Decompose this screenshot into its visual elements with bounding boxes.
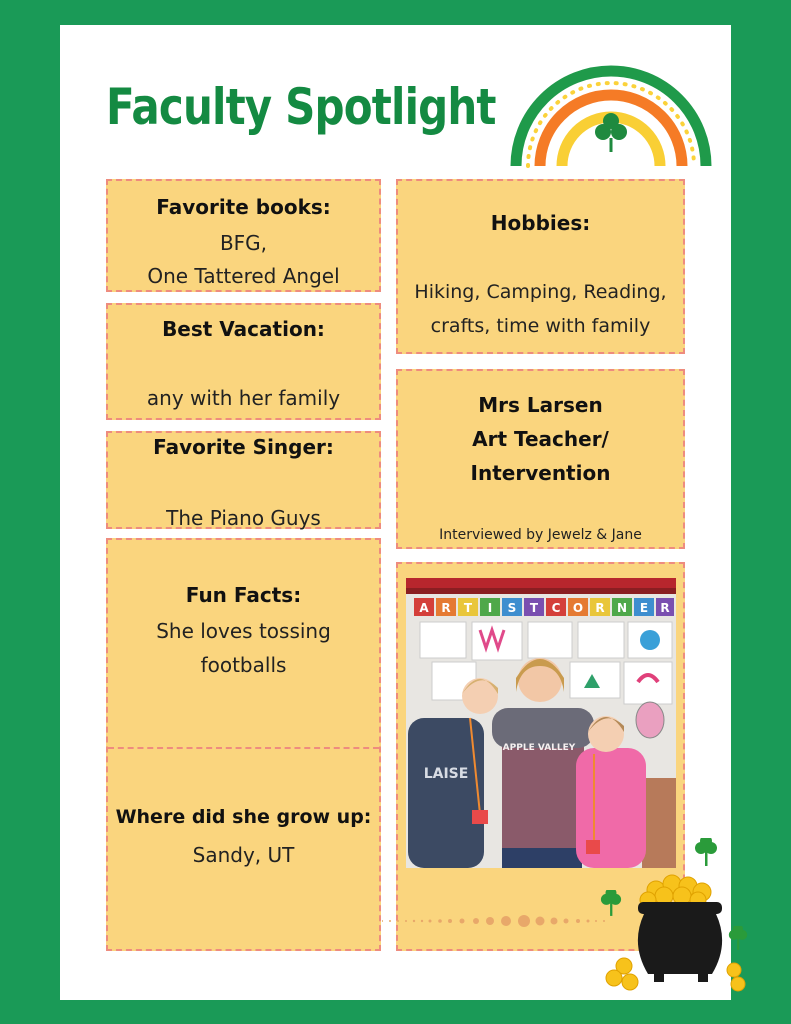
fun-facts-label: Fun Facts: <box>185 583 302 607</box>
favorite-singer-value: The Piano Guys <box>166 506 321 530</box>
banner-letter: R <box>441 601 451 615</box>
hobbies-line2: crafts, time with family <box>430 315 651 337</box>
banner-letter: E <box>639 601 649 615</box>
best-vacation-label: Best Vacation: <box>162 317 325 341</box>
favorite-books-card <box>106 179 381 292</box>
fun-facts-card <box>106 538 381 951</box>
banner-letter: R <box>660 601 670 615</box>
banner-letter: A <box>419 601 429 615</box>
hobbies-label: Hobbies: <box>490 211 591 235</box>
photo-dots <box>382 912 612 924</box>
banner-letter: R <box>595 601 605 615</box>
best-vacation-card <box>106 303 381 420</box>
shirt-text: APPLE VALLEY <box>502 743 576 753</box>
teacher-photo <box>406 578 676 868</box>
banner-letter: I <box>487 601 493 615</box>
best-vacation-value: any with her family <box>146 386 341 410</box>
banner-letter: N <box>616 601 628 615</box>
hobbies-card <box>396 179 685 354</box>
fun-facts-line1: She loves tossing <box>156 619 331 643</box>
banner-letter: O <box>572 601 584 615</box>
artist-corner-banner <box>414 598 674 616</box>
hobbies-line1: Hiking, Camping, Reading, <box>414 281 667 303</box>
profile-card <box>396 369 685 549</box>
teacher-name: Mrs Larsen <box>478 393 603 417</box>
page-title: Faculty Spotlight <box>106 78 496 136</box>
banner-letter: T <box>463 601 473 615</box>
favorite-singer-card <box>106 431 381 529</box>
card-divider <box>108 747 379 749</box>
fun-facts-line2: footballs <box>200 653 287 677</box>
pot-of-gold-icon <box>598 866 748 994</box>
teacher-role-line1: Art Teacher/ <box>472 427 609 451</box>
banner-letter: S <box>507 601 517 615</box>
banner-letter: T <box>529 601 539 615</box>
interviewed-by: Interviewed by Jewelz & Jane <box>439 527 642 543</box>
banner-letter: C <box>551 601 561 615</box>
grow-up-value: Sandy, UT <box>192 843 295 867</box>
favorite-books-line2: One Tattered Angel <box>147 264 340 288</box>
favorite-books-label: Favorite books: <box>156 195 331 219</box>
grow-up-label: Where did she grow up: <box>115 806 372 828</box>
favorite-books-line1: BFG, <box>219 231 268 255</box>
shamrock-icon <box>694 838 718 868</box>
favorite-singer-label: Favorite Singer: <box>153 435 334 459</box>
rainbow-icon <box>508 38 714 170</box>
hoodie-text: LAISE <box>423 766 469 782</box>
teacher-role-line2: Intervention <box>470 461 611 485</box>
